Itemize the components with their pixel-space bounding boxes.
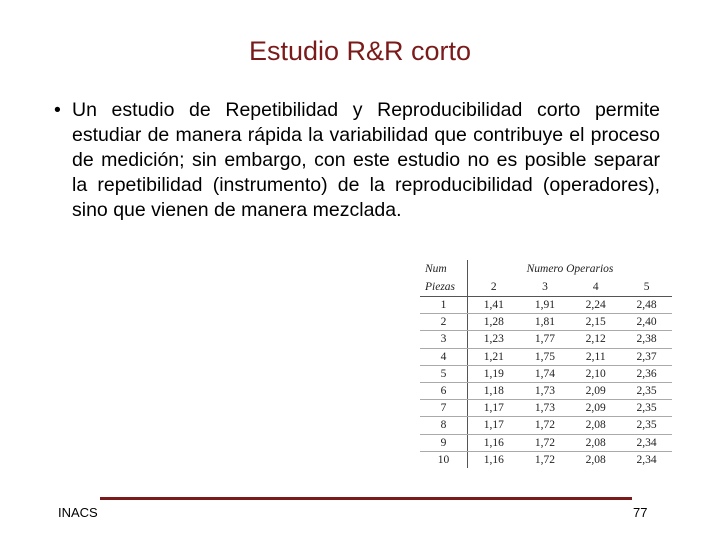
header-operators-3: 3	[520, 278, 571, 297]
constants-table	[420, 260, 672, 468]
table-cell: 2,12	[570, 331, 621, 348]
table-cell: 2,15	[570, 314, 621, 331]
table-cell: 2,35	[621, 382, 672, 399]
table-cell: 2,35	[621, 400, 672, 417]
header-operators-4: 4	[570, 278, 621, 297]
row-piece-count: 8	[420, 417, 468, 434]
table-cell: 1,72	[534, 453, 555, 466]
row-piece-count: 4	[420, 348, 468, 365]
table-cell: 2,08	[570, 434, 621, 451]
row-piece-count: 5	[420, 365, 468, 382]
table-cell: 1,28	[468, 314, 520, 331]
table-cell: 2,34	[636, 453, 657, 466]
table-cell: 1,19	[468, 365, 520, 382]
table-cell: 1,91	[520, 297, 571, 314]
page-number: 77	[633, 505, 648, 520]
table-cell: 1,41	[468, 297, 520, 314]
row-piece-count: 10	[420, 451, 468, 468]
table-cell: 1,23	[468, 331, 520, 348]
bullet-icon: •	[54, 99, 61, 121]
slide-title: Estudio R&R corto	[248, 36, 472, 66]
header-piezas: Piezas	[420, 278, 468, 297]
table-cell: 1,81	[520, 314, 571, 331]
header-operators-2: 2	[468, 278, 520, 297]
row-piece-count: 3	[420, 331, 468, 348]
table-cell: 1,77	[520, 331, 571, 348]
table-cell: 2,11	[570, 348, 621, 365]
table-cell: 2,08	[570, 417, 621, 434]
table-cell: 1,21	[468, 348, 520, 365]
table-cell: 1,75	[520, 348, 571, 365]
table-row	[420, 417, 672, 434]
table-cell: 2,10	[570, 365, 621, 382]
row-piece-count: 6	[420, 382, 468, 399]
table-cell: 2,37	[621, 348, 672, 365]
header-operators-group: Numero Operarios	[526, 263, 614, 275]
table-row	[420, 434, 672, 451]
table-cell: 2,08	[585, 453, 606, 466]
table-cell: 1,73	[520, 400, 571, 417]
table-cell: 2,35	[621, 417, 672, 434]
table-cell: 1,74	[520, 365, 571, 382]
footer-divider	[100, 497, 632, 500]
row-piece-count: 2	[420, 314, 468, 331]
table-cell: 2,40	[621, 314, 672, 331]
table-cell: 2,38	[621, 331, 672, 348]
table-row	[420, 297, 672, 314]
table-row	[420, 382, 672, 399]
table-row	[420, 365, 672, 382]
table-cell: 1,72	[520, 417, 571, 434]
table-cell: 2,09	[570, 382, 621, 399]
table-row	[420, 348, 672, 365]
table-cell: 2,34	[621, 434, 672, 451]
table-cell: 2,36	[621, 365, 672, 382]
table-cell: 2,09	[570, 400, 621, 417]
table-cell: 1,17	[468, 400, 520, 417]
table-row	[420, 400, 672, 417]
table-cell: 2,24	[570, 297, 621, 314]
table-cell: 1,16	[468, 434, 520, 451]
bullet-item	[54, 98, 660, 223]
table-cell: 1,72	[520, 434, 571, 451]
table-row	[420, 314, 672, 331]
table-cell: 1,73	[520, 382, 571, 399]
bullet-text: Un estudio de Repetibilidad y Reproducibilidad corto permite estudiar de manera rápida la variabilidad que contribuye el proceso de medición; sin embargo, con este estudio no es posible separar la repetibilidad (instrumento) de la reproducibilidad (operadores), sino que vienen de manera mezclada.	[72, 99, 660, 221]
table-row	[420, 451, 672, 468]
row-piece-count: 7	[420, 400, 468, 417]
table-cell: 1,18	[468, 382, 520, 399]
header-operators-5: 5	[621, 278, 672, 297]
table-row	[420, 331, 672, 348]
table-cell: 1,16	[483, 453, 504, 466]
row-piece-count: 9	[420, 434, 468, 451]
row-piece-count: 1	[420, 297, 468, 314]
table-cell: 2,48	[621, 297, 672, 314]
table-cell: 1,17	[468, 417, 520, 434]
header-num: Num	[420, 260, 468, 278]
footer-organization: INACS	[58, 505, 98, 520]
